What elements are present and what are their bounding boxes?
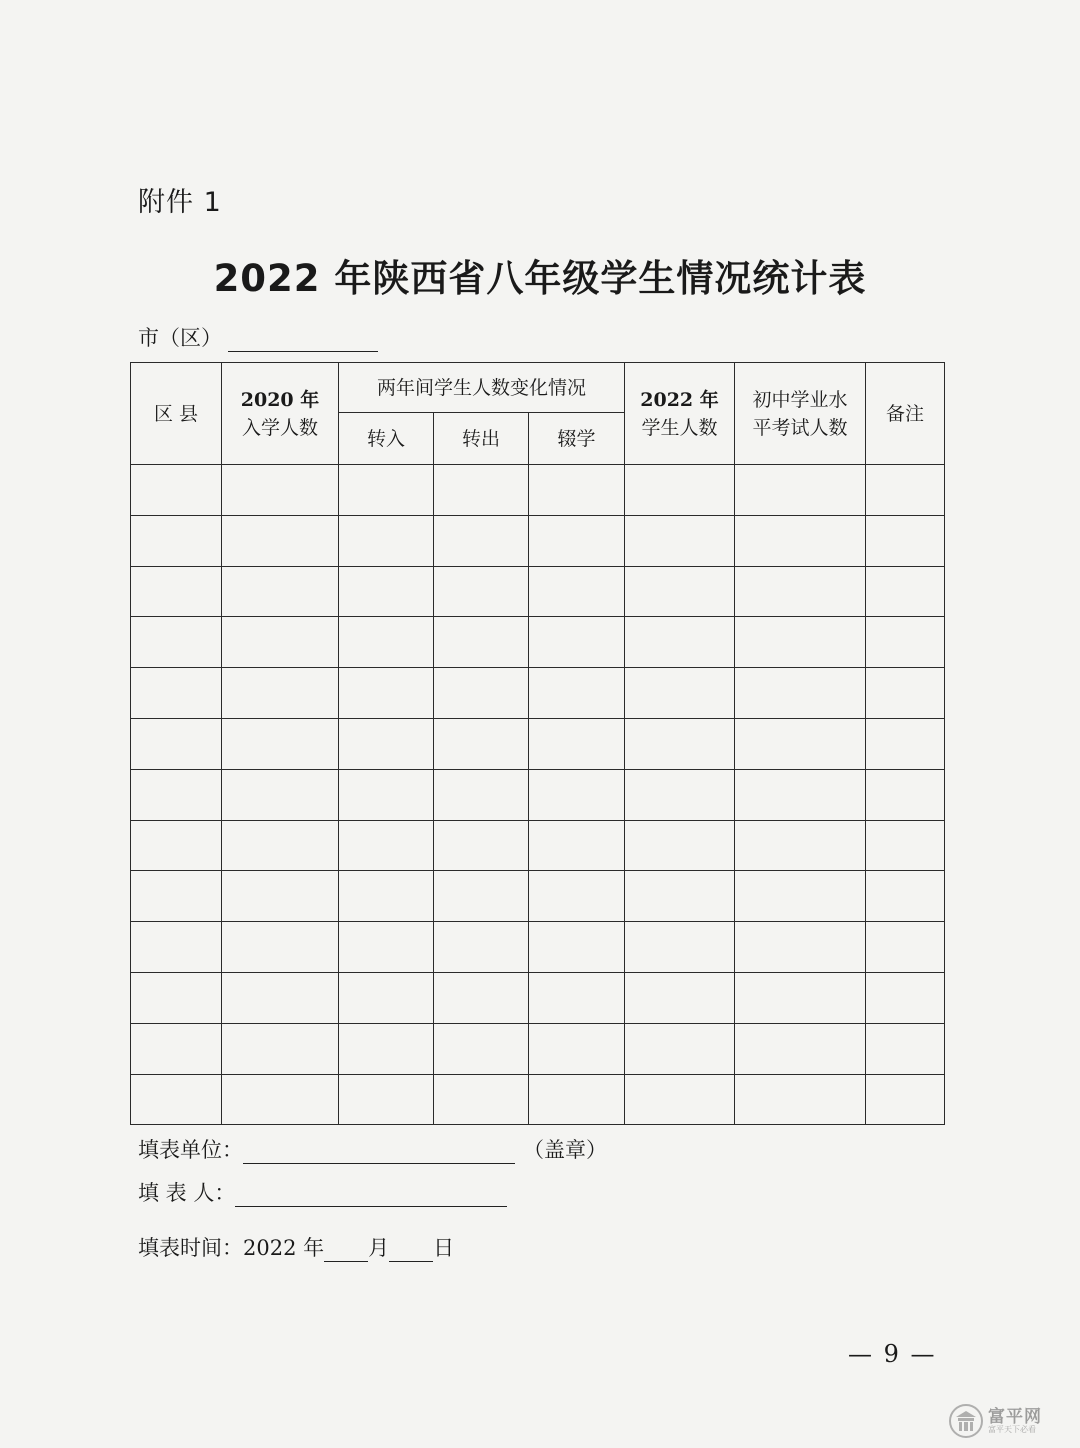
table-cell <box>434 718 529 769</box>
table-cell <box>529 617 625 668</box>
table-cell <box>529 515 625 566</box>
attachment-label: 附件 1 <box>138 187 222 218</box>
filler-label: 填 表 人： <box>138 1181 236 1205</box>
table-cell <box>222 1074 339 1125</box>
header-transfer-in: 转入 <box>339 413 434 465</box>
table-cell <box>735 617 866 668</box>
table-cell <box>735 871 866 922</box>
table-cell <box>866 718 945 769</box>
page-number: — 9 — <box>848 1340 937 1368</box>
table-cell <box>222 871 339 922</box>
table-cell <box>625 668 735 719</box>
table-cell <box>625 465 735 516</box>
unit-blank <box>243 1139 515 1164</box>
table-cell <box>529 972 625 1023</box>
table-cell <box>625 718 735 769</box>
watermark-text: 富平网 <box>988 1406 1042 1427</box>
table-cell <box>866 820 945 871</box>
table-cell <box>339 718 434 769</box>
table-cell <box>625 922 735 973</box>
table-cell <box>866 566 945 617</box>
table-cell <box>222 515 339 566</box>
header-2022-students: 2022 年 学生人数 <box>625 363 735 465</box>
unit-label: 填表单位： <box>138 1138 243 1162</box>
header-remarks: 备注 <box>866 363 945 465</box>
table-cell <box>131 820 222 871</box>
footer-date-row <box>138 1232 454 1262</box>
table-cell <box>866 871 945 922</box>
table-cell <box>339 769 434 820</box>
table-cell <box>529 1074 625 1125</box>
table-row <box>131 1023 945 1074</box>
table-cell <box>529 922 625 973</box>
table-row <box>131 972 945 1023</box>
table-cell <box>222 922 339 973</box>
table-cell <box>339 820 434 871</box>
table-cell <box>434 617 529 668</box>
table-cell <box>222 769 339 820</box>
table-cell <box>866 465 945 516</box>
table-row <box>131 718 945 769</box>
header-district: 区 县 <box>131 363 222 465</box>
seal-label: （盖章） <box>523 1138 607 1162</box>
table-cell <box>735 718 866 769</box>
table-cell <box>529 871 625 922</box>
table-cell <box>735 465 866 516</box>
page-title: 2022 年陕西省八年级学生情况统计表 <box>213 257 867 300</box>
table-cell <box>529 465 625 516</box>
table-cell <box>339 871 434 922</box>
table-cell <box>434 515 529 566</box>
table-cell <box>529 668 625 719</box>
table-row <box>131 617 945 668</box>
table-cell <box>434 769 529 820</box>
table-row <box>131 922 945 973</box>
month-label: 月 <box>368 1236 390 1260</box>
table-cell <box>735 922 866 973</box>
table-cell <box>131 668 222 719</box>
table-cell <box>131 871 222 922</box>
table-cell <box>625 566 735 617</box>
table-row <box>131 668 945 719</box>
table-row <box>131 1074 945 1125</box>
table-cell <box>339 1074 434 1125</box>
table-row <box>131 769 945 820</box>
table-cell <box>529 1023 625 1074</box>
table-cell <box>434 1074 529 1125</box>
table-cell <box>131 566 222 617</box>
city-field-row <box>138 322 378 352</box>
table-cell <box>625 820 735 871</box>
table-cell <box>735 820 866 871</box>
table-cell <box>434 566 529 617</box>
filler-blank <box>235 1182 507 1207</box>
watermark-logo <box>948 1400 1058 1442</box>
table-cell <box>131 718 222 769</box>
table-cell <box>339 668 434 719</box>
table-cell <box>866 769 945 820</box>
city-label: 市（区） <box>138 326 222 350</box>
header-transfer-out: 转出 <box>434 413 529 465</box>
day-label: 日 <box>433 1236 455 1260</box>
table-cell <box>222 1023 339 1074</box>
footer-filler-row <box>138 1177 507 1207</box>
table-cell <box>529 769 625 820</box>
table-cell <box>339 922 434 973</box>
table-cell <box>434 668 529 719</box>
table-cell <box>131 922 222 973</box>
header-2020-enrollment: 2020 年 入学人数 <box>222 363 339 465</box>
table-row <box>131 871 945 922</box>
table-cell <box>222 465 339 516</box>
month-blank <box>324 1237 368 1262</box>
table-cell <box>131 617 222 668</box>
table-cell <box>735 769 866 820</box>
table-row <box>131 465 945 516</box>
city-blank <box>228 327 378 352</box>
table-cell <box>529 820 625 871</box>
table-cell <box>735 668 866 719</box>
table-cell <box>434 1023 529 1074</box>
table-cell <box>131 465 222 516</box>
table-cell <box>529 718 625 769</box>
date-prefix: 填表时间：2022 年 <box>138 1236 325 1260</box>
gate-icon <box>948 1403 984 1439</box>
table-cell <box>339 972 434 1023</box>
table-cell <box>625 1074 735 1125</box>
table-cell <box>434 465 529 516</box>
table-cell <box>222 820 339 871</box>
table-cell <box>131 515 222 566</box>
table-cell <box>222 566 339 617</box>
table-cell <box>339 566 434 617</box>
table-body <box>131 465 945 1125</box>
table-cell <box>339 465 434 516</box>
table-cell <box>735 515 866 566</box>
table-cell <box>625 515 735 566</box>
day-blank <box>389 1237 433 1262</box>
table-cell <box>339 515 434 566</box>
table-row <box>131 515 945 566</box>
table-cell <box>131 769 222 820</box>
table-cell <box>735 1023 866 1074</box>
table-cell <box>434 972 529 1023</box>
table-cell <box>866 1074 945 1125</box>
table-cell <box>131 972 222 1023</box>
table-cell <box>131 1023 222 1074</box>
table-cell <box>434 871 529 922</box>
table-cell <box>866 668 945 719</box>
header-dropout: 辍学 <box>529 413 625 465</box>
table-row <box>131 820 945 871</box>
table-cell <box>625 617 735 668</box>
table-cell <box>625 1023 735 1074</box>
table-cell <box>434 922 529 973</box>
table-cell <box>866 515 945 566</box>
table-cell <box>866 972 945 1023</box>
watermark-subtext: 富平天下必看 <box>988 1424 1036 1434</box>
table-cell <box>625 871 735 922</box>
table-cell <box>625 769 735 820</box>
table-cell <box>735 566 866 617</box>
table-cell <box>339 1023 434 1074</box>
table-cell <box>625 972 735 1023</box>
table-cell <box>222 617 339 668</box>
statistics-table <box>130 362 945 1125</box>
table-cell <box>735 1074 866 1125</box>
table-cell <box>222 718 339 769</box>
table-cell <box>131 1074 222 1125</box>
table-cell <box>866 617 945 668</box>
table-cell <box>866 1023 945 1074</box>
header-change-group: 两年间学生人数变化情况 <box>339 363 625 413</box>
table-cell <box>339 617 434 668</box>
footer-unit-row <box>138 1134 607 1164</box>
header-exam-count: 初中学业水 平考试人数 <box>735 363 866 465</box>
table-cell <box>434 820 529 871</box>
table-cell <box>866 922 945 973</box>
table-cell <box>735 972 866 1023</box>
table-cell <box>529 566 625 617</box>
table-cell <box>222 668 339 719</box>
table-cell <box>222 972 339 1023</box>
table-row <box>131 566 945 617</box>
